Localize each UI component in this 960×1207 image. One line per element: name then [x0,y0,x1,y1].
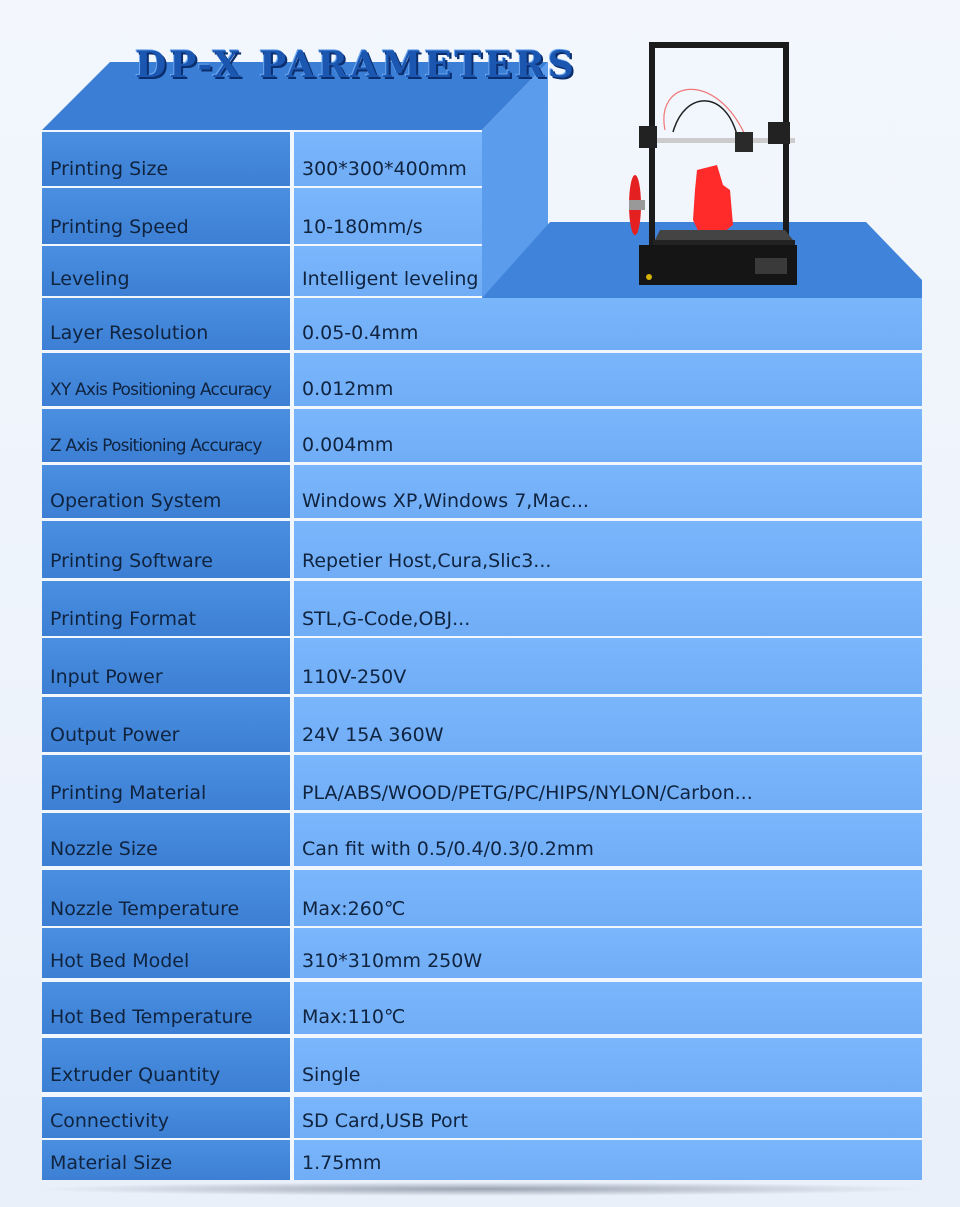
table-row [42,638,922,694]
table-row [42,188,482,244]
spec-label: Printing Format [42,581,290,636]
spec-label: Output Power [42,697,290,752]
spec-value: 110V-250V [294,638,922,694]
page-title: DP-X PARAMETERS [135,44,577,86]
table-row [42,1140,922,1180]
spec-label: Printing Size [42,132,290,186]
spec-label: Material Size [42,1140,290,1180]
spec-label: XY Axis Positioning Accuracy [42,353,290,406]
spec-label: Input Power [42,638,290,694]
spec-label: Extruder Quantity [42,1038,290,1092]
spec-value: 10-180mm/s [294,188,482,244]
spec-value: PLA/ABS/WOOD/PETG/PC/HIPS/NYLON/Carbon... [294,755,922,810]
spec-label: Layer Resolution [42,298,290,350]
table-row [42,132,482,186]
spec-label: Nozzle Size [42,813,290,866]
spec-label: Printing Software [42,521,290,578]
spec-label: Connectivity [42,1097,290,1138]
spec-value: Can fit with 0.5/0.4/0.3/0.2mm [294,813,922,866]
spec-value: Windows XP,Windows 7,Mac... [294,465,922,518]
spec-label: Nozzle Temperature [42,870,290,926]
table-row [42,353,922,406]
table-row [42,521,922,578]
table-row [42,581,922,636]
table-row [42,298,922,350]
table-row [42,465,922,518]
table-row [42,813,922,866]
spec-label: Leveling [42,246,290,296]
spec-value: SD Card,USB Port [294,1097,922,1138]
spec-value: 0.012mm [294,353,922,406]
spec-label: Printing Speed [42,188,290,244]
table-row [42,697,922,752]
spec-value: STL,G-Code,OBJ... [294,581,922,636]
spec-value: 24V 15A 360W [294,697,922,752]
spec-value: Repetier Host,Cura,Slic3... [294,521,922,578]
spec-label: Printing Material [42,755,290,810]
spec-value: 0.05-0.4mm [294,298,922,350]
spec-label: Hot Bed Model [42,928,290,978]
bottom-shadow [30,1182,930,1196]
spec-value: 310*310mm 250W [294,928,922,978]
spec-value: 1.75mm [294,1140,922,1180]
table-row [42,409,922,462]
spec-value: Max:110℃ [294,982,922,1034]
spec-value: 300*300*400mm [294,132,482,186]
table-row [42,928,922,978]
spec-label: Operation System [42,465,290,518]
table-row [42,982,922,1034]
table-row [42,755,922,810]
spec-label: Hot Bed Temperature [42,982,290,1034]
spec-value: Intelligent leveling [294,246,482,296]
spec-value: 0.004mm [294,409,922,462]
table-row [42,246,482,296]
spec-value: Single [294,1038,922,1092]
table-row [42,1038,922,1092]
table-row [42,870,922,926]
spec-label: Z Axis Positioning Accuracy [42,409,290,462]
spec-value: Max:260℃ [294,870,922,926]
table-row [42,1097,922,1138]
3d-printer-icon [625,40,800,290]
